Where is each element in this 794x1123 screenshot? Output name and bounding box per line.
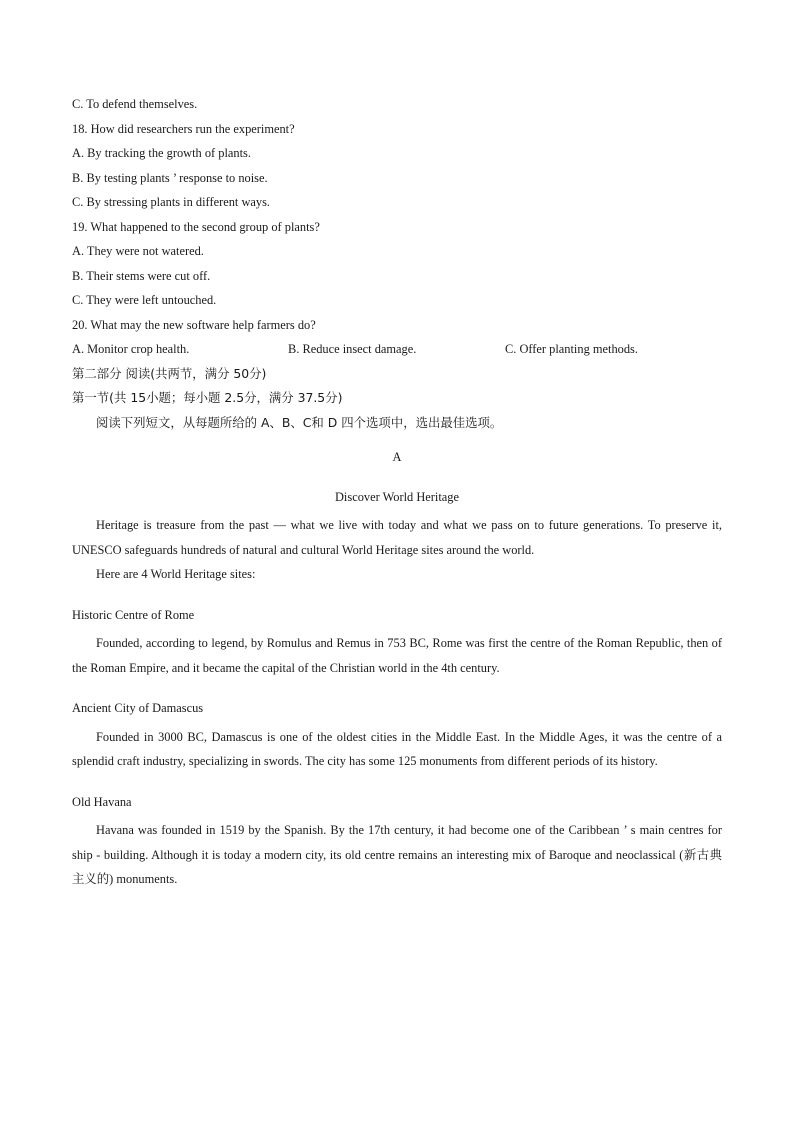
q17-option-c: C. To defend themselves. (72, 97, 198, 111)
site-heading-havana: Old Havana (72, 794, 132, 809)
q18-option-b: B. By testing plants ’ response to noise. (72, 170, 268, 185)
passage-title: Discover World Heritage (334, 490, 459, 504)
site-text-havana: Havana was founded in 1519 by the Spanish. By the 17th century, it had become one of the Caribbean ’ s main centres for ship - building. Although it is today a modern city, its old centre remains an interesting mix of Baroque and neoclassical (新古典主义的) monuments. (72, 823, 722, 886)
site-heading-damascus: Ancient City of Damascus (72, 701, 204, 715)
q20-option-b: B. Reduce insect damage. (288, 342, 417, 356)
q19-option-a: A. They were not watered. (72, 244, 204, 258)
q20-option-c: C. Offer planting methods. (505, 342, 638, 356)
q18-option-c: C. By stressing plants in different ways. (72, 195, 271, 209)
section-subtitle: 第一节(共 15小题；每小题 2.5分，满分 37.5分) (72, 390, 343, 405)
q19-option-c: C. They were left untouched. (72, 293, 217, 307)
instruction: 阅读下列短文，从每题所给的 A、B、C和 D 四个选项中，选出最佳选项。 (96, 414, 503, 430)
q19-question: 19. What happened to the second group of plants? (72, 219, 320, 234)
q19-option-b: B. Their stems were cut off. (72, 268, 211, 283)
site-heading-rome: Historic Centre of Rome (72, 607, 195, 622)
q20-option-a: A. Monitor crop health. (72, 342, 190, 356)
site-text-rome: Founded, according to legend, by Romulus and Remus in 753 BC, Rome was first the centre of the Roman Republic, then of the Roman Empire, and it became the capital of the Christian world in the 4th century. (72, 636, 722, 675)
q18-option-a: A. By tracking the growth of plants. (72, 146, 251, 160)
passage-intro-2: Here are 4 World Heritage sites: (96, 567, 256, 581)
q20-options (72, 337, 722, 362)
exam-page (72, 92, 722, 892)
q18-question: 18. How did researchers run the experiment? (72, 121, 295, 136)
q20-question: 20. What may the new software help farmers do? (72, 317, 316, 332)
passage-intro: Heritage is treasure from the past — what we live with today and what we pass on to future generations. To preserve it, UNESCO safeguards hundreds of natural and cultural World Heritage sites around the world. (72, 518, 722, 557)
passage-label: A (392, 450, 402, 464)
part-title: 第二部分 阅读(共两节，满分 50分) (72, 365, 267, 381)
site-text-damascus: Founded in 3000 BC, Damascus is one of the oldest cities in the Middle East. In the Middle Ages, it was the centre of a splendid craft industry, specializing in swords. The city has some 125 monuments from different periods of its history. (72, 729, 722, 768)
